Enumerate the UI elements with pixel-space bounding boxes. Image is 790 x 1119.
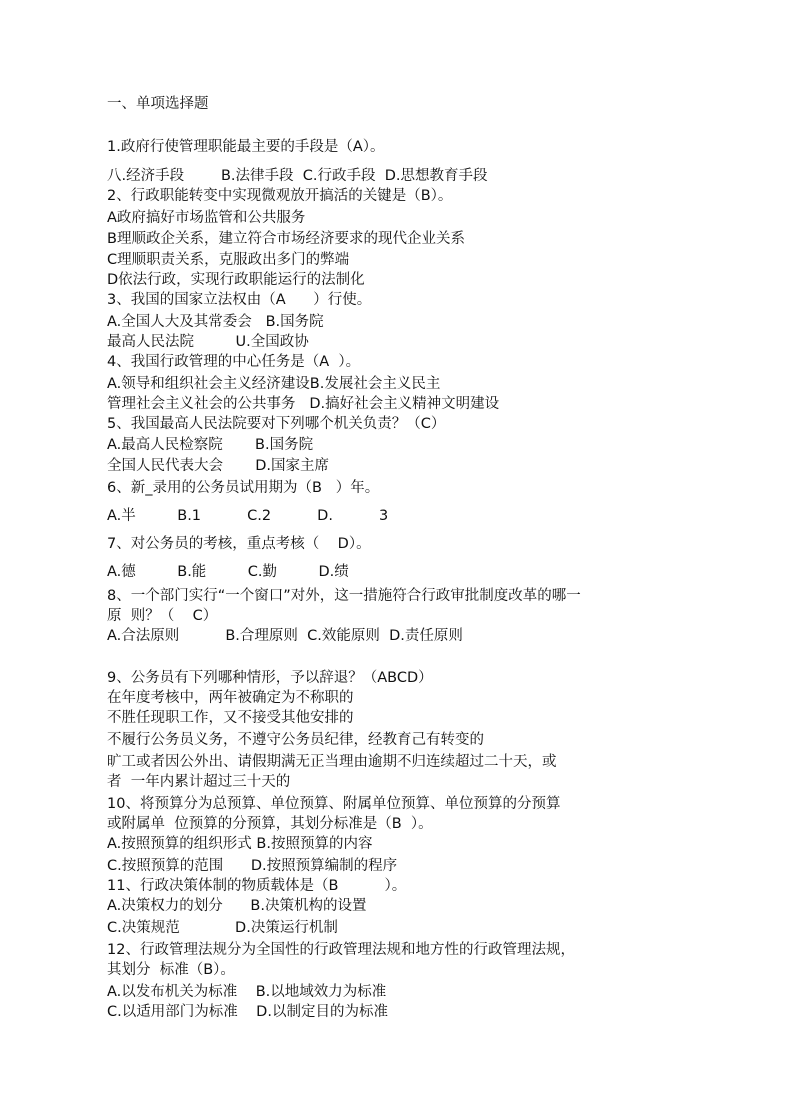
text-line: 不履行公务员义务，不遵守公务员纪律，经教育己有转变的	[107, 732, 484, 748]
text-line: 在年度考核中，两年被确定为不称职的	[107, 690, 354, 706]
text-line: A.德 B.能 C.勤 D.绩	[107, 564, 349, 580]
text-line: 八.经济手段 B.法律手段 C.行政手段 D.思想教育手段	[107, 168, 488, 184]
text-line: 或附属单 位预算的分预算，其划分标准是（B ）。	[107, 816, 433, 832]
text-line: 12、行政管理法规分为全国性的行政管理法规和地方性的行政管理法规，	[107, 942, 575, 958]
text-line: 不胜任现职工作，又不接受其他安排的	[107, 710, 354, 726]
text-line: B理顺政企关系，建立符合市场经济要求的现代企业关系	[107, 231, 465, 247]
text-line: 全国人民代表大会 D.国家主席	[107, 458, 330, 474]
text-line: D依法行政，实现行政职能运行的法制化	[107, 272, 365, 288]
text-line: C.决策规范 D.决策运行机制	[107, 920, 338, 936]
text-line: A.最高人民检察院 B.国务院	[107, 437, 314, 453]
text-line: A.决策权力的划分 B.决策机构的设置	[107, 898, 367, 914]
text-line: A.半 B.1 C.2 D. 3	[107, 508, 389, 524]
text-line: 者 一年内累计超过三十天的	[107, 774, 291, 790]
text-line: 10、将预算分为总预算、单位预算、附属单位预算、单位预算的分预算	[107, 796, 561, 812]
text-line: 3、我国的国家立法权由（A ）行使。	[107, 292, 372, 308]
text-line: 6、新_录用的公务员试用期为（B ）年。	[107, 480, 380, 496]
text-line: A.以发布机关为标准 B.以地域效力为标准	[107, 984, 387, 1000]
text-line: C.以适用部门为标准 D.以制定目的为标准	[107, 1004, 388, 1020]
text-line: A.全国人大及其常委会 B.国务院	[107, 314, 324, 330]
text-line: 11、行政决策体制的物质载体是（B ）。	[107, 878, 407, 894]
text-line: 管理社会主义社会的公共事务 D.搞好社会主义精神文明建设	[107, 396, 500, 412]
text-line: 1.政府行使管理职能最主要的手段是（A）。	[107, 139, 385, 155]
text-line: 其划分 标准（B）。	[107, 962, 235, 978]
text-line: C.按照预算的范围 D.按照预算编制的程序	[107, 858, 398, 874]
text-line: 旷工或者因公外出、请假期满无正当理由逾期不归连续超过二十天，或	[107, 754, 557, 770]
text-line: C理顺职责关系，克服政出多门的弊端	[107, 252, 350, 268]
text-line: 8、一个部门实行“一个窗口”对外，这一措施符合行政审批制度改革的哪一	[107, 588, 581, 604]
text-line: 7、对公务员的考核，重点考核（ D）。	[107, 536, 371, 552]
text-line: 5、我国最高人民法院要对下列哪个机关负责？（C）	[107, 416, 446, 432]
text-line: 4、我国行政管理的中心任务是（A ）。	[107, 354, 361, 370]
section-title: 一、单项选择题	[107, 96, 209, 112]
text-line: A.按照预算的组织形式 B.按照预算的内容	[107, 836, 373, 852]
text-line: A政府搞好市场监管和公共服务	[107, 210, 306, 226]
text-line: 原 则？（ C）	[107, 608, 218, 624]
text-line: 2、行政职能转变中实现微观放开搞活的关键是（B）。	[107, 188, 453, 204]
text-line: A.领导和组织社会主义经济建设B.发展社会主义民主	[107, 376, 441, 392]
text-line: 9、公务员有下列哪种情形，予以辞退？（ABCD）	[107, 670, 433, 686]
text-line: 最高人民法院 U.全国政协	[107, 334, 309, 350]
text-line: A.合法原则 B.合理原则 C.效能原则 D.责任原则	[107, 628, 463, 644]
